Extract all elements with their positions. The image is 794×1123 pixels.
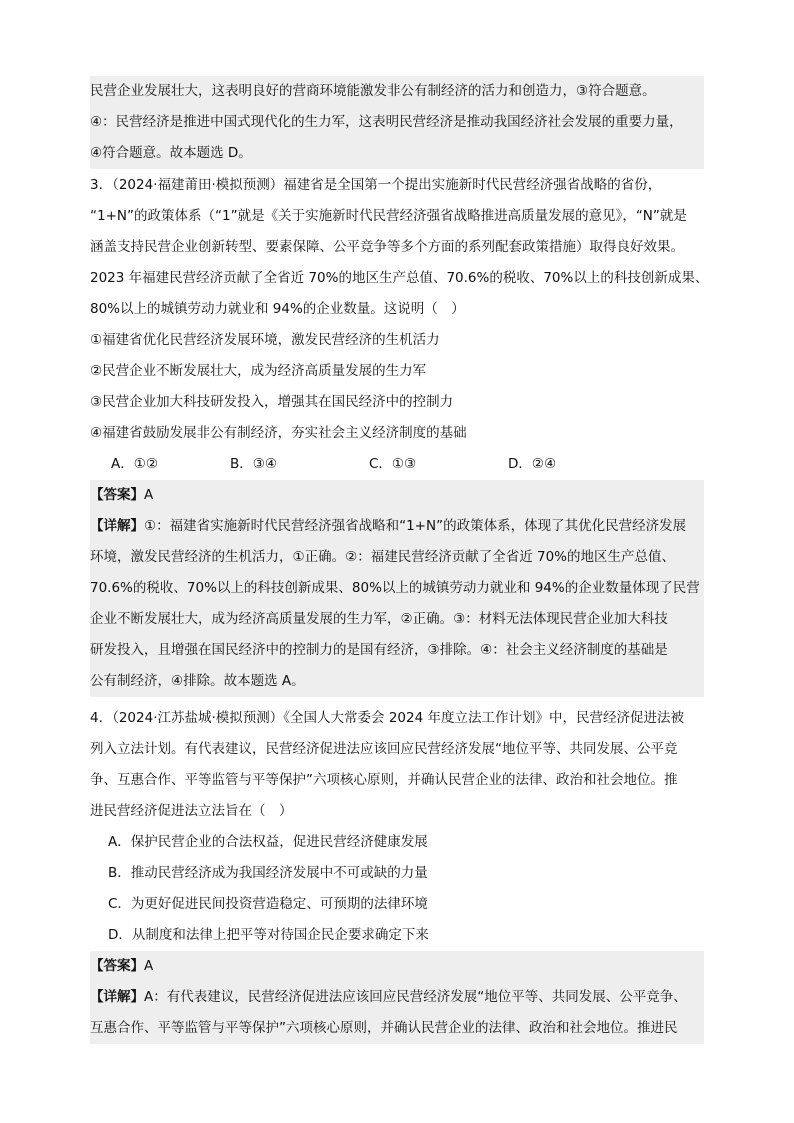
q3-detail-line-1 — [90, 511, 704, 542]
q3-answer-line — [90, 480, 704, 511]
q4-answer-label: 【答案】 — [90, 958, 144, 974]
q3-stem-line-4: 2023 年福建民营经济贡献了全省近 70%的地区生产总值、70.6%的税收、70%以上的科技创新成果、 — [90, 270, 709, 286]
q4-detail-label: 【详解】 — [90, 989, 144, 1005]
q4-stem-line-1: 4．（2024·江苏盐城·模拟预测）《全国人大常委会 2024 年度立法工作计划》中，民营经济促进法被 — [90, 710, 684, 726]
q3-detail-line-6: 公有制经济，④排除。故本题选 A。 — [90, 666, 704, 697]
q4-option-d: D．从制度和法律上把平等对待国企民企要求确定下来 — [108, 927, 429, 943]
q3-detail-line-2: 环境，激发民营经济的生机活力，①正确。②：福建民营经济贡献了全省近 70%的地区生产总值、 — [90, 542, 704, 573]
q4-option-a: A．保护民营企业的合法权益，促进民营经济健康发展 — [108, 834, 428, 850]
q3-detail-label: 【详解】 — [90, 518, 144, 534]
q2-detail-line-1: 民营企业发展壮大，这表明良好的营商环境能激发非公有制经济的活力和创造力，③符合题意。 — [90, 76, 704, 107]
q3-item-2: ②民营企业不断发展壮大，成为经济高质量发展的生力军 — [90, 363, 427, 379]
q4-detail-line-2: 互惠合作、平等监管与平等保护”六项核心原则，并确认民营企业的法律、政治和社会地位。推进民 — [90, 1013, 704, 1044]
q4-answer-line — [90, 951, 704, 982]
q3-option-a: A．①② — [111, 456, 158, 472]
q3-stem-line-1: 3．（2024·福建莆田·模拟预测）福建省是全国第一个提出实施新时代民营经济强省战略的省份， — [90, 177, 662, 193]
q4-stem-line-4: 进民营经济促进法立法旨在（ ） — [90, 803, 293, 819]
q3-answer-value: A — [144, 487, 154, 503]
q3-stem-line-2: “1+N”的政策体系（“1”就是《关于实施新时代民营经济强省战略推进高质量发展的意见》，“N”就是 — [90, 208, 687, 224]
q4-detail-line-1 — [90, 982, 704, 1013]
q4-stem-line-2: 列入立法计划。有代表建议，民营经济促进法应该回应民营经济发展“地位平等、共同发展、公平竞 — [90, 741, 678, 757]
q3-detail-line-3: 70.6%的税收、70%以上的科技创新成果、80%以上的城镇劳动力就业和 94%的企业数量体现了民营 — [90, 573, 704, 604]
q4-option-b: B．推动民营经济成为我国经济发展中不可或缺的力量 — [108, 865, 428, 881]
q3-option-d: D．②④ — [508, 456, 557, 472]
q3-detail-line-4: 企业不断发展壮大，成为经济高质量发展的生力军，②正确。③：材料无法体现民营企业加大科技 — [90, 604, 704, 635]
q3-answer-label: 【答案】 — [90, 487, 144, 503]
q4-detail-text-1: A：有代表建议，民营经济促进法应该回应民营经济发展“地位平等、共同发展、公平竞争、 — [144, 989, 687, 1005]
q3-stem-line-5: 80%以上的城镇劳动力就业和 94%的企业数量。这说明（ ） — [90, 301, 465, 317]
q3-item-1: ①福建省优化民营经济发展环境，激发民营经济的生机活力 — [90, 332, 440, 348]
q3-option-c: C．①③ — [369, 456, 417, 472]
q4-answer-value: A — [144, 958, 154, 974]
q4-stem-line-3: 争、互惠合作、平等监管与平等保护”六项核心原则，并确认民营企业的法律、政治和社会地位。推 — [90, 772, 678, 788]
q2-detail-line-2: ④：民营经济是推进中国式现代化的生力军，这表明民营经济是推动我国经济社会发展的重要力量， — [90, 107, 704, 138]
q3-detail-text-1: ①：福建省实施新时代民营经济强省战略和“1+N”的政策体系，体现了其优化民营经济发展 — [144, 518, 687, 534]
q3-detail-line-5: 研发投入，且增强在国民经济中的控制力的是国有经济，③排除。④：社会主义经济制度的基础是 — [90, 635, 704, 666]
q3-stem-line-3: 涵盖支持民营企业创新转型、要素保障、公平竞争等多个方面的系列配套政策措施）取得良好效果。 — [90, 239, 684, 255]
q3-option-b: B．③④ — [230, 456, 277, 472]
q4-option-c: C．为更好促进民间投资营造稳定、可预期的法律环境 — [108, 896, 428, 912]
q3-item-3: ③民营企业加大科技研发投入，增强其在国民经济中的控制力 — [90, 394, 454, 410]
q3-item-4: ④福建省鼓励发展非公有制经济，夯实社会主义经济制度的基础 — [90, 425, 467, 441]
q2-detail-line-3: ④符合题意。故本题选 D。 — [90, 138, 704, 169]
